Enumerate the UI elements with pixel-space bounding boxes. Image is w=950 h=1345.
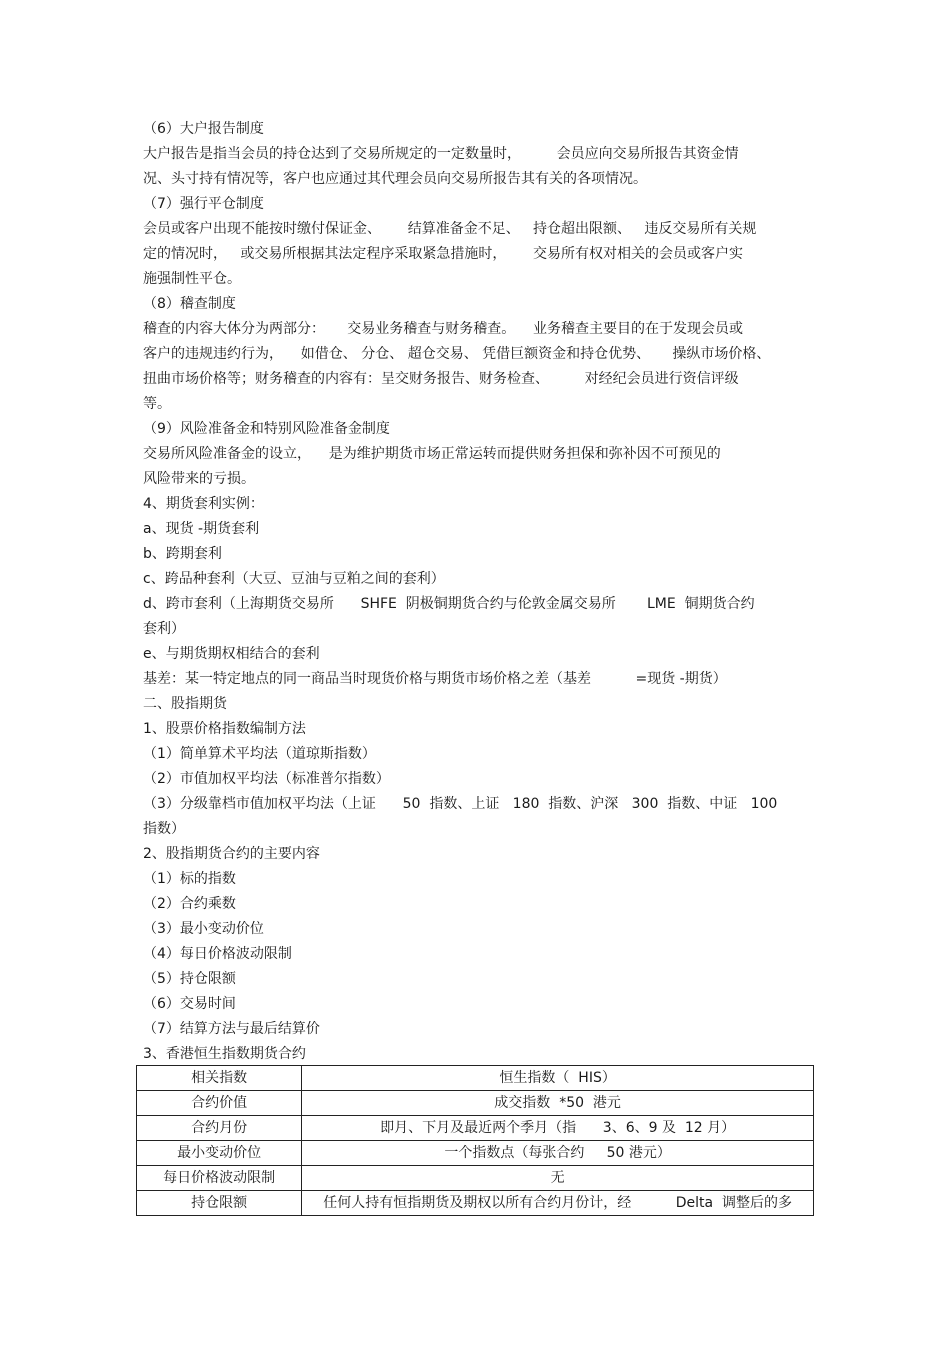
table-value-cell: 一个指数点（每张合约 50 港元） (302, 1141, 814, 1166)
table-key-cell: 合约月份 (137, 1116, 302, 1141)
text-line: （1）简单算术平均法（道琼斯指数） (143, 746, 376, 762)
hsi-futures-contract-table (136, 1065, 814, 1216)
text-line: 大户报告是指当会员的持仓达到了交易所规定的一定数量时， 会员应向交易所报告其资金情 (143, 146, 739, 162)
table-row (137, 1116, 814, 1141)
text-line: 风险带来的亏损。 (143, 471, 255, 487)
table-row (137, 1091, 814, 1116)
text-line: c、跨品种套利（大豆、豆油与豆粕之间的套利） (143, 571, 445, 587)
text-line: （2）合约乘数 (143, 896, 236, 912)
text-line: 基差：某一特定地点的同一商品当时现货价格与期货市场价格之差（基差 =现货 -期货） (143, 671, 727, 687)
text-line: （8）稽查制度 (143, 296, 236, 312)
text-line: 会员或客户出现不能按时缴付保证金、 结算准备金不足、 持仓超出限额、 违反交易所有关规 (143, 221, 757, 237)
text-line: （4）每日价格波动限制 (143, 946, 292, 962)
table-key-cell: 相关指数 (137, 1066, 302, 1091)
text-line: 施强制性平仓。 (143, 271, 241, 287)
table-key-cell: 持仓限额 (137, 1191, 302, 1216)
table-value-cell: 无 (302, 1166, 814, 1191)
text-line: 指数） (143, 821, 185, 837)
text-line: （3）最小变动价位 (143, 921, 264, 937)
text-line: 交易所风险准备金的设立， 是为维护期货市场正常运转而提供财务担保和弥补因不可预见的 (143, 446, 721, 462)
table-row (137, 1141, 814, 1166)
text-line: 3、香港恒生指数期货合约 (143, 1046, 306, 1062)
table-row (137, 1166, 814, 1191)
text-line: （3）分级靠档市值加权平均法（上证 50 指数、上证 180 指数、沪深 300 指数、中证 100 (143, 796, 778, 812)
text-line: （1）标的指数 (143, 871, 236, 887)
text-line: 稽查的内容大体分为两部分： 交易业务稽查与财务稽查。 业务稽查主要目的在于发现会员或 (143, 321, 744, 337)
text-line: 况、头寸持有情况等，客户也应通过其代理会员向交易所报告其有关的各项情况。 (143, 171, 647, 187)
table-value-cell: 成交指数 *50 港元 (302, 1091, 814, 1116)
text-line: 二、股指期货 (143, 696, 227, 712)
table-key-cell: 每日价格波动限制 (137, 1166, 302, 1191)
table-value-cell: 任何人持有恒指期货及期权以所有合约月份计，经 Delta 调整后的多 (302, 1191, 814, 1216)
text-line: （6）交易时间 (143, 996, 236, 1012)
text-line: 等。 (143, 396, 171, 412)
table-row (137, 1191, 814, 1216)
text-line: （7）结算方法与最后结算价 (143, 1021, 320, 1037)
table-value-cell: 即月、下月及最近两个季月（指 3、6、9 及 12 月） (302, 1116, 814, 1141)
text-line: d、跨市套利（上海期货交易所 SHFE 阴极铜期货合约与伦敦金属交易所 LME 铜期货合约 (143, 596, 755, 612)
text-line: 2、股指期货合约的主要内容 (143, 846, 320, 862)
table-key-cell: 合约价值 (137, 1091, 302, 1116)
text-line: 定的情况时， 或交易所根据其法定程序采取紧急措施时， 交易所有权对相关的会员或客户实 (143, 246, 744, 262)
text-line: a、现货 -期货套利 (143, 521, 260, 537)
text-line: （6）大户报告制度 (143, 121, 264, 137)
text-line: e、与期货期权相结合的套利 (143, 646, 320, 662)
text-line: 扭曲市场价格等；财务稽查的内容有：呈交财务报告、财务检查、 对经纪会员进行资信评级 (143, 371, 739, 387)
text-line: 1、股票价格指数编制方法 (143, 721, 306, 737)
table-row (137, 1066, 814, 1091)
text-line: 4、期货套利实例： (143, 496, 264, 512)
text-line: 套利） (143, 621, 185, 637)
table-value-cell: 恒生指数（ HIS） (302, 1066, 814, 1091)
text-line: b、跨期套利 (143, 546, 222, 562)
text-line: （2）市值加权平均法（标准普尔指数） (143, 771, 390, 787)
text-line: （9）风险准备金和特别风险准备金制度 (143, 421, 390, 437)
document-body (143, 117, 815, 1067)
table-key-cell: 最小变动价位 (137, 1141, 302, 1166)
text-line: （5）持仓限额 (143, 971, 236, 987)
text-line: （7）强行平仓制度 (143, 196, 264, 212)
text-line: 客户的违规违约行为， 如借仓、 分仓、 超仓交易、 凭借巨额资金和持仓优势、 操纵市场价格、 (143, 346, 771, 362)
